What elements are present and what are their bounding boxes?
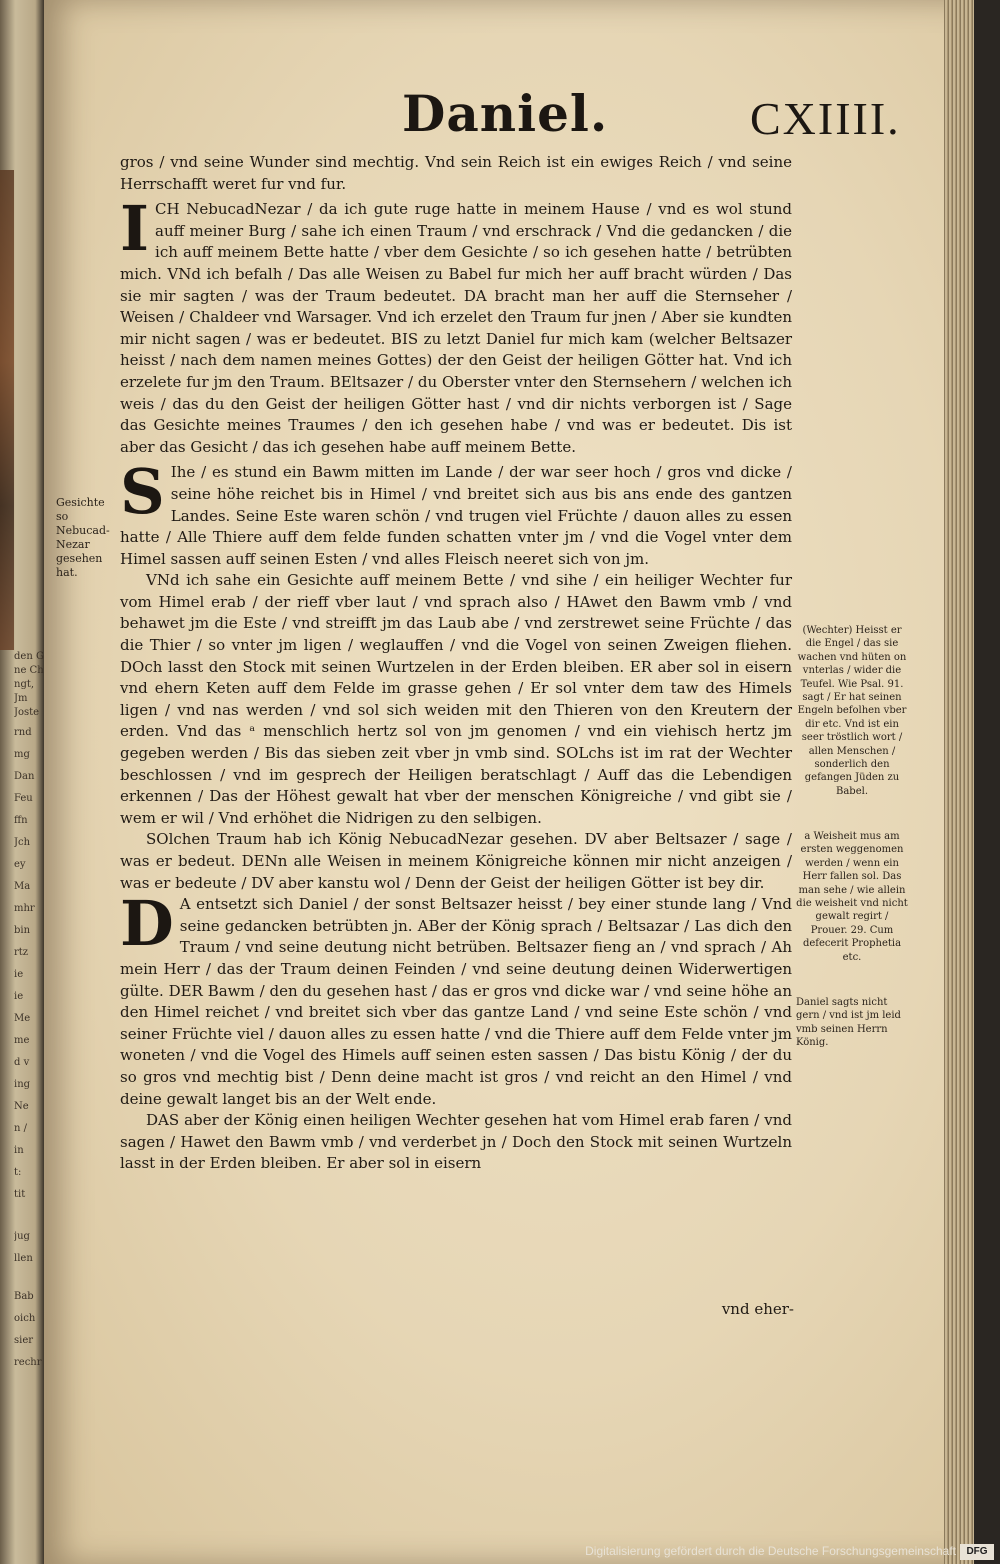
margin-note-daniel: Daniel sagts nicht gern / vnd ist jm leid vmb seinen Herrn König.	[796, 997, 901, 1049]
facing-text-fragment: n /	[14, 1123, 27, 1134]
facing-text-fragment: Jch	[14, 837, 31, 848]
page-stack-edge	[944, 0, 974, 1564]
facing-page-illustration	[0, 170, 14, 650]
facing-text-fragment: rtz	[14, 947, 29, 958]
facing-text-fragment: Ne	[14, 1101, 29, 1112]
text-paragraph-request: SOlchen Traum hab ich König NebucadNezar gesehen. DV aber Beltsazer / sage / was er bedeut. DENn alle Weisen in meinem Königreiche können mir nicht anzeigen / was er bedeute / DV aber kanstu wol / Denn der Geist der heiligen Götter ist bey dir.	[120, 830, 792, 892]
text-paragraph-nebucadnezar-dream: ICH NebucadNezar / da ich gute ruge hatte in meinem Hause / vnd es wol stund auff meiner Burg / sahe ich einen Traum / vnd erschrack / Vnd die gedancken / die ich auff meinem Bette hatte / vber dem Gesichte / so ich gesehen hatte / betrübten mich. VNd ich befalh / Das alle Weisen zu Babel fur mich her auff bracht würden / Das sie mir sagten / was der Traum bedeutet. DA bracht man her auff die Sternseher / Weisen / Chaldeer vnd Warsager. Vnd ich erzelet den Traum fur jnen / Aber sie kundten mir nicht sagen / was er bedeutet. BIS zu letzt Daniel fur mich kam (welcher Beltsazer heisst / nach dem namen meines Gottes) der den Geist der heiligen Götter hat. Vnd ich erzelete fur jm den Traum. BEltsazer / du Oberster vnter den Sternsehern / welchen ich weis / das du den Geist der heiligen Götter hast / vnd dir nichts verborgen ist / Sage das Gesichte meines Traumes / den ich gesehen habe / vnd was er bedeutet. Dis ist aber das Gesicht / das ich gesehen habe auff meinem Bette.	[120, 192, 792, 456]
facing-text-fragment: in	[14, 1145, 24, 1156]
facing-text-fragment: sier	[14, 1335, 34, 1346]
margin-note-vision: Gesichte so Nebucad-Nezar gesehen hat.	[56, 496, 110, 579]
facing-text-fragment: rnd	[14, 727, 32, 738]
main-text-column	[120, 152, 792, 1175]
facing-text-fragment: ngt,	[14, 679, 35, 690]
facing-text-fragment: rechr	[14, 1357, 42, 1368]
facing-text-fragment: bin	[14, 925, 31, 936]
facing-text-fragment: Ma	[14, 881, 31, 892]
text-paragraph-watcher-meaning: DAS aber der König einen heiligen Wechter gesehen hat vom Himel erab faren / vnd sagen / Hawet den Bawm vmb / vnd verderbet jn / Doch den Stock mit seinen Wurtzeln lasst in der Erden bleiben. Er aber sol in eisern	[120, 1111, 792, 1173]
facing-text-fragment: Feu	[14, 793, 33, 804]
running-head-title: Daniel.	[402, 84, 609, 143]
dfg-logo: DFG	[960, 1544, 994, 1560]
digitization-credit: Digitalisierung gefördert durch die Deutsche Forschungsgemeinschaft	[585, 1544, 956, 1558]
text-paragraph-daniel-interprets: DA entsetzt sich Daniel / der sonst Beltsazer heisst / bey einer stunde lang / Vnd seine gedancken betrübten jn. ABer der König sprach / Beltsazar / Las dich den Traum / vnd seine deutung nicht betrüben. Beltsazer fieng an / vnd sprach / Ah mein Herr / das der Traum deinen Feinden / vnd seine deutung deinen Widerwertigen gülte. DER Bawm / den du gesehen hast / das er gros vnd dicke war / vnd seine höhe an den Himel reichet / vnd breitet sich vber das gantze Land / vnd seine Este schön / vnd seiner Früchte viel / dauon alles zu essen hatte / vnd die Thiere auff dem Felde vnter jm woneten / vnd die Vogel des Himels auff seinen esten sassen / Das bistu König / der du so gros vnd mechtig bist / Denn deine macht ist gros / vnd reicht an den Himel / vnd deine gewalt langet bis an der Welt ende.	[120, 887, 792, 1108]
facing-text-fragment: llen	[14, 1253, 33, 1264]
facing-text-fragment: me	[14, 1035, 30, 1046]
facing-text-fragment: mg	[14, 749, 30, 760]
facing-text-fragment: ffn	[14, 815, 28, 826]
facing-text-fragment: d v	[14, 1057, 30, 1068]
facing-text-fragment: Bab	[14, 1291, 34, 1302]
catchword: vnd eher-	[721, 1300, 794, 1318]
folio-number: CXIIII.	[750, 93, 901, 144]
facing-text-fragment: ie	[14, 991, 24, 1002]
facing-text-fragment: mhr	[14, 903, 35, 914]
facing-text-fragment: ing	[14, 1079, 31, 1090]
facing-text-fragment: jug	[14, 1231, 30, 1242]
text-paragraph-intro: gros / vnd seine Wunder sind mechtig. Vnd sein Reich ist ein ewiges Reich / vnd seine Herrschafft weret fur vnd fur.	[120, 153, 792, 193]
facing-text-fragment: ie	[14, 969, 24, 980]
facing-text-fragment: den G	[14, 651, 44, 662]
facing-text-fragment: t:	[14, 1167, 22, 1178]
facing-text-fragment: ey	[14, 859, 26, 870]
margin-note-weisheit: a Weisheit mus am ersten weggenomen werden / wenn ein Herr fallen sol. Das man sehe / wie allein die weisheit vnd nicht gewalt regirt / Prouer. 29. Cum defecerit Prophetia etc.	[796, 831, 908, 963]
margin-note-wechter: (Wechter) Heisst er die Engel / das sie wachen vnd hüten on vnterlas / wider die Teufel. Wie Psal. 91. sagt / Er hat seinen Engeln befolhen vber dir etc. Vnd ist ein seer tröstlich wort / allen Menschen / sonderlich den gefangen Jüden zu Babel.	[797, 625, 907, 797]
facing-text-fragment: Me	[14, 1013, 31, 1024]
facing-text-fragment: Joste	[14, 707, 40, 718]
facing-text-fragment: Jm	[14, 693, 28, 704]
facing-page-edge	[0, 0, 44, 1564]
text-paragraph-tree-vision: SIhe / es stund ein Bawm mitten im Lande / der war seer hoch / gros vnd dicke / seine höhe reichet bis in Himel / vnd breitet sich aus bis ans ende des gantzen Landes. Seine Este waren schön / vnd trugen viel Früchte / dauon alles zu essen hatte / Alle Thiere auff dem felde funden schatten vnter jm / vnd die Vogel vnter dem Himel sassen auff seinen Esten / vnd alles Fleisch neeret sich von jm.	[120, 455, 792, 568]
facing-text-fragment: Dan	[14, 771, 35, 782]
text-paragraph-watcher: VNd ich sahe ein Gesichte auff meinem Bette / vnd sihe / ein heiliger Wechter fur vom Himel erab / der rieff vber laut / vnd sprach also / HAwet den Bawm vmb / vnd behawet jm die Este / vnd streifft jm das Laub abe / vnd zerstrewet seine Früchte / das die Thier / so vnter jm ligen / weglauffen / vnd die Vogel von seinen Zweigen fliehen. DOch lasst den Stock mit seinen Wurtzelen in der Erden bleiben. ER aber sol in eisern vnd ehern Keten auff dem Felde im grasse gehen / Er sol vnter dem taw des Himels ligen / vnd nas werden / vnd sol sich weiden mit den Thieren von den Kreutern der erden. Vnd das ᵃ menschlich hertz sol von jm genomen / vnd ein viehisch hertz jm gegeben werden / Bis das sieben zeit vber jn vmb sind. SOLchs ist im rat der Wechter beschlossen / vnd im gesprech der Heiligen beratschlagt / Auff das die Lebendigen erkennen / Das der Höhest gewalt hat vber der menschen Königreiche / vnd gibt sie / wem er wil / Vnd erhöhet die Nidrigen zu den selbigen.	[120, 571, 792, 827]
facing-text-fragment: oich	[14, 1313, 36, 1324]
facing-text-fragment: tit	[14, 1189, 26, 1200]
facing-text-fragment: ne Ch	[14, 665, 44, 676]
